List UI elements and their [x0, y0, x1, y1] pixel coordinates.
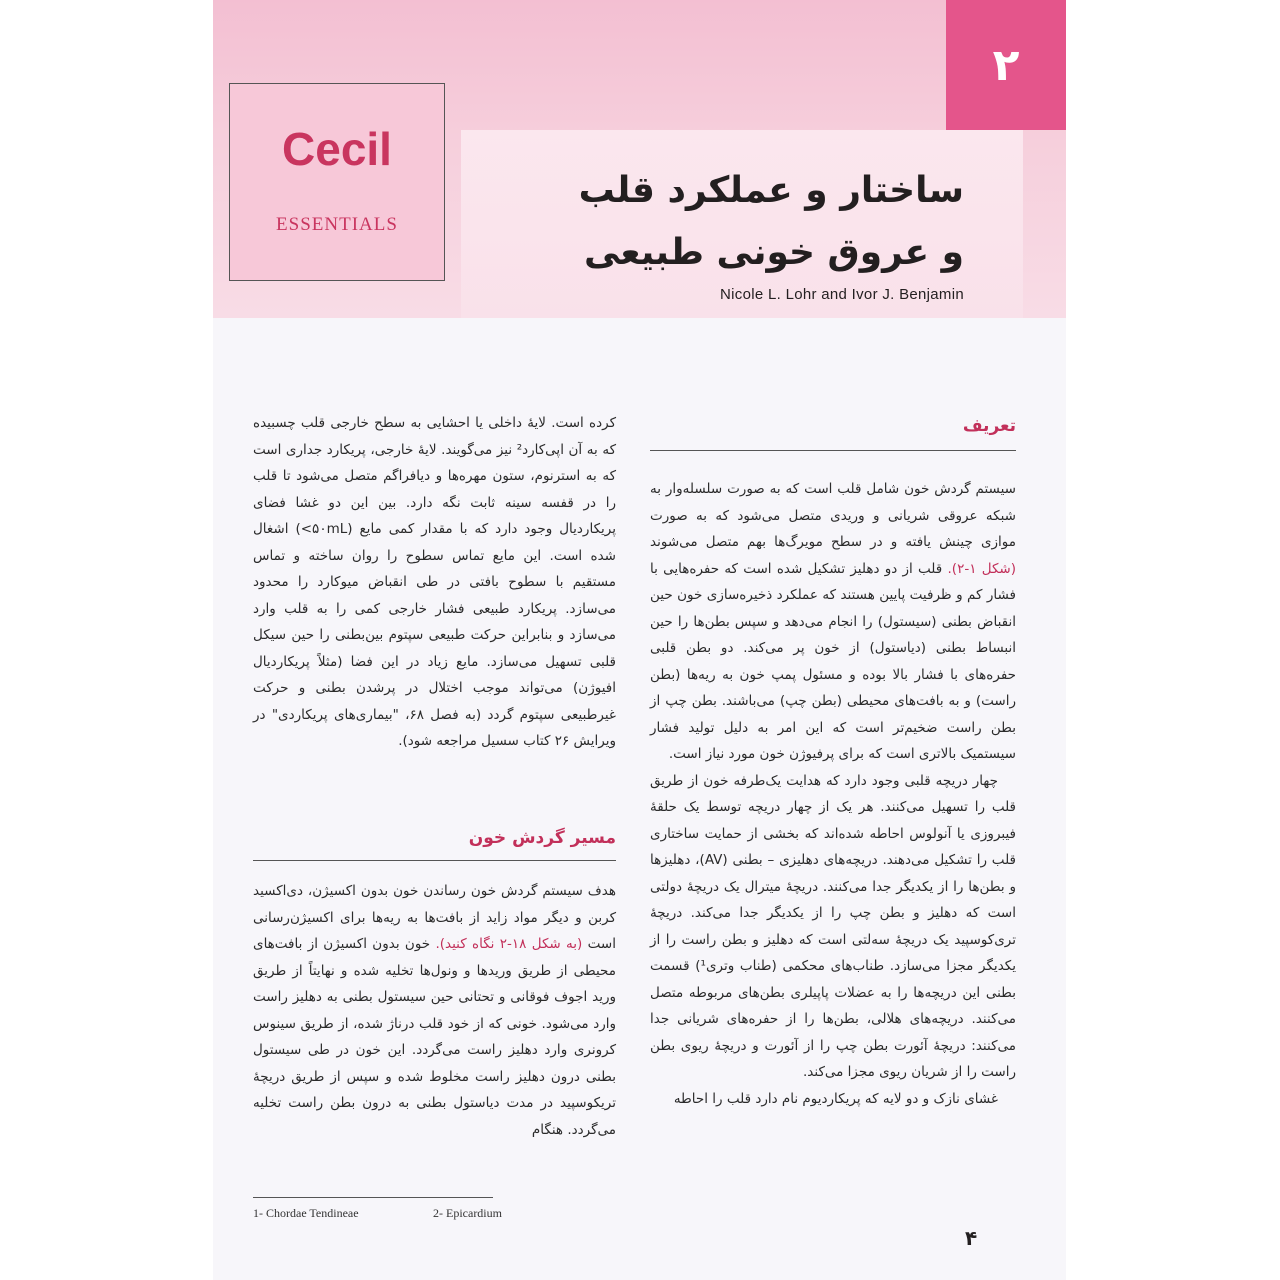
definition-divider	[650, 450, 1016, 451]
definition-paragraph-2: چهار دریچه قلبی وجود دارد که هدایت یک‌طرفه خون از طریق قلب را تسهیل می‌کنند. هر یک از چهار دریچه توسط یک حلقهٔ فیبروزی یا آنولوس احاطه شده‌اند که بخشی از حمایت ساختاری قلب را تشکیل می‌دهند. دریچه‌های دهلیزی – بطنی (AV)، دهلیزها و بطن‌ها را از یکدیگر جدا می‌کنند. دریچهٔ میترال یک دریچهٔ دولتی است که دهلیز و بطن چپ را از یکدیگر جدا می‌کند. دریچهٔ تری‌کوسپید یک دریچهٔ سه‌لتی است که دهلیز و بطن راست را از یکدیگر مجزا می‌سازد. طناب‌های محکمی (طناب وتری¹) قسمت بطنی این دریچه‌ها را به عضلات پاپیلری بطن‌های مربوطه متصل می‌کنند. دریچه‌های هلالی، بطن‌ها را از حفره‌های شریانی جدا می‌کنند: دریچهٔ آئورت بطن چپ را از آئورت و دریچهٔ ریوی بطن راست را از شریان ریوی مجزا می‌کند.	[650, 772, 1016, 1080]
chapter-authors: Nicole L. Lohr and Ivor J. Benjamin	[720, 286, 964, 303]
definition-p1-text-b: قلب از دو دهلیز تشکیل شده است که حفره‌هایی با فشار کم و ظرفیت پایین هستند که عملکرد ذخیره‌سازی خون حین انقباض بطنی (سیستول) را انجام می‌دهد و سپس بطن‌ها را حین انبساط بطنی (دیاستول) از خون پر می‌کند. دو بطن قلبی حفره‌های با فشار بالا بوده و مسئول پمپ خون به ریه‌ها (بطن راست) و به بافت‌های محیطی (بطن چپ) می‌باشند. بطن چپ از بطن راست ضخیم‌تر است که این امر به دلیل تولید فشار سیستمیک بالاتری است که برای پرفیوژن خون مورد نیاز است.	[650, 560, 1016, 762]
chapter-title-line2: و عروق خونی طبیعی	[583, 232, 964, 273]
footnote-divider	[253, 1197, 493, 1198]
circulation-paragraph-1	[253, 878, 616, 1143]
footnote-2: 2- Epicardium	[433, 1206, 502, 1220]
logo-subtitle: ESSENTIALS	[276, 214, 398, 235]
figure-reference-link-2[interactable]: (به شکل ۱۸-۲ نگاه کنید).	[435, 936, 583, 952]
footnote-1: 1- Chordae Tendineae	[253, 1206, 359, 1220]
page-number: ۴	[965, 1226, 978, 1250]
chapter-title-line1: ساختار و عملکرد قلب	[578, 170, 964, 211]
circulation-heading: مسیر گردش خون	[468, 828, 616, 848]
circulation-divider	[253, 860, 616, 861]
definition-heading: تعریف	[962, 416, 1016, 436]
definition-paragraph-1	[650, 476, 1016, 768]
chapter-number-box	[946, 0, 1066, 130]
chapter-number: ۲	[992, 39, 1020, 91]
cecil-logo-box	[229, 83, 445, 281]
continuation-body	[253, 410, 616, 755]
circulation-p1-text-b: خون بدون اکسیژن از بافت‌های محیطی از طریق وریدها و ونول‌ها تخلیه شده و نهایتاً از طریق ورید اجوف فوقانی و تحتانی حین سیستول بطنی به دهلیز راست وارد می‌شود. خونی که از خود قلب درناژ شده، از طریق سینوس کرونری وارد دهلیز راست می‌گردد. این خون در طی سیستول بطنی درون دهلیز راست مخلوط شده و سپس از طریق دریچهٔ تریکوسپید در مدت دیاستول بطنی به درون بطن راست تخلیه می‌گردد. هنگام	[253, 936, 616, 1138]
chapter-title	[484, 160, 964, 284]
continuation-paragraph: کرده است. لایهٔ داخلی یا احشایی به سطح خارجی قلب چسبیده که به آن اپی‌کارد² نیز می‌گویند. لایهٔ خارجی، پریکارد جداری است که به استرنوم، ستون مهره‌ها و دیافراگم متصل می‌شود تا قلب را در قفسه سینه ثابت نگه دارد. بین این دو غشا فضای پریکاردیال وجود دارد که با مقدار کمی مایع (‎<۵۰mL‎) اشغال شده است. این مایع تماس سطوح را روان ساخته و تماس مستقیم با سطوح بافتی در طی انقباض میوکارد را محدود می‌سازد. پریکارد طبیعی فشار خارجی کمی را به قلب وارد می‌سازد و بنابراین حرکت طبیعی سپتوم بین‌بطنی را حین سیکل قلبی تسهیل می‌سازد. مایع زیاد در این فضا (مثلاً پریکاردیال افیوژن) می‌تواند موجب اختلال در پرشدن بطنی و حرکت غیرطبیعی سپتوم گردد (به فصل ۶۸، "بیماری‌های پریکاردی" در ویرایش ۲۶ کتاب سسیل مراجعه شود).	[253, 415, 616, 749]
circulation-body	[253, 878, 616, 1143]
figure-reference-link[interactable]: (شکل ۱-۲).	[947, 560, 1016, 577]
definition-body	[650, 476, 1016, 1112]
book-page	[213, 0, 1066, 1280]
circulation-p1-text-a: هدف سیستم گردش خون رساندن خون بدون اکسیژن، دی‌اکسید کربن و دیگر مواد زاید از بافت‌ها به ریه‌ها برای اکسیژن‌رسانی است	[253, 883, 616, 952]
definition-paragraph-3: غشای نازک و دو لایه که پریکاردیوم نام دارد قلب را احاطه	[673, 1090, 998, 1107]
logo-title: Cecil	[282, 123, 392, 175]
definition-p1-text-a: سیستم گردش خون شامل قلب است که به صورت سلسله‌وار به شبکه عروقی شریانی و وریدی متصل می‌شود که به صورت موازی چینش یافته و در سطح مویرگ‌ها بهم متصل می‌شوند	[650, 481, 1016, 550]
